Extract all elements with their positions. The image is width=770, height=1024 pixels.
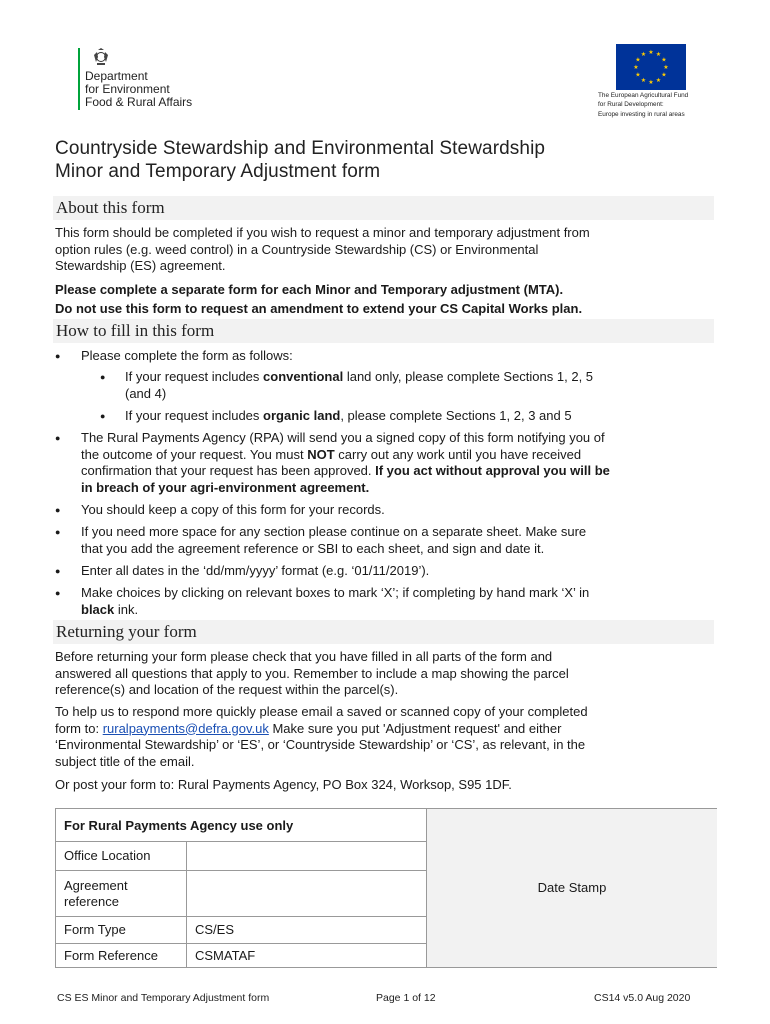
returning-p1-line-2: answered all questions that apply to you. Remember to include a map showing the parcel — [55, 665, 569, 681]
page-title — [55, 137, 715, 183]
title-line-2: Minor and Temporary Adjustment form — [55, 161, 381, 182]
rpa-notice-line-4: in breach of your agri-environment agreement. — [81, 479, 370, 495]
s1-line-2: (and 4) — [125, 385, 167, 401]
s2-pre: If your request includes — [125, 408, 264, 423]
date-stamp-area — [426, 809, 717, 967]
make-choices-line-1: Make choices by clicking on relevant boxes to mark ‘X’; if completing by hand mark ‘X’ in — [81, 585, 590, 600]
returning-p2-line-1: To help us to respond more quickly please email a saved or scanned copy of your completed — [55, 704, 588, 719]
about-intro-line-3: Stewardship (ES) agreement. — [55, 258, 226, 273]
s2-bold: organic land — [263, 408, 341, 423]
separate-form-notice: Please complete a separate form for each Minor and Temporary adjustment (MTA). — [55, 282, 564, 297]
bullet-date-format: Enter all dates in the ‘dd/mm/yyyy’ format (e.g. ‘01/11/2019’). — [81, 563, 430, 578]
email-link[interactable]: ruralpayments@defra.gov.uk — [102, 720, 269, 736]
date-stamp-label: Date Stamp — [537, 880, 607, 895]
eu-flag-icon — [616, 44, 686, 90]
form-reference-label: Form Reference — [56, 944, 187, 967]
rpa-notice-2-bold: NOT — [307, 446, 335, 462]
agreement-label-line-2: reference — [64, 893, 119, 909]
form-type-label: Form Type — [56, 917, 187, 944]
svg-text:★: ★ — [640, 51, 647, 58]
bullet-keep-copy: You should keep a copy of this form for your records. — [81, 502, 385, 517]
how-to-fill-heading: How to fill in this form — [53, 319, 714, 343]
list-item: ● If you need more space for any section please continue on a separate sheet. Make sure that you add the agreement reference or SBI to each sheet, and sign and date it. — [55, 524, 715, 557]
department-line-3: Food & Rural Affairs — [85, 95, 193, 109]
make-choices-bold: black — [81, 601, 115, 617]
s1-pre: If your request includes — [125, 369, 264, 384]
about-heading: About this form — [53, 196, 714, 220]
form-type-value: CS/ES — [187, 917, 426, 944]
returning-paragraph-2 — [55, 704, 715, 770]
footer-form-name: CS ES Minor and Temporary Adjustment form — [57, 992, 270, 1004]
returning-p2-line-4: subject title of the email. — [55, 753, 195, 769]
list-item: ● You should keep a copy of this form for your records. — [55, 502, 715, 519]
s1-post: land only, please complete Sections 1, 2, 5 — [343, 369, 594, 384]
eu-caption-line-1: The European Agricultural Fund — [598, 92, 689, 99]
returning-p2-post: Make sure you put 'Adjustment request' and either — [268, 720, 562, 736]
list-item: ● If your request includes conventional land only, please complete Sections 1, 2, 5 (and 4) — [100, 369, 710, 402]
title-line-1: Countryside Stewardship and Environmental Stewardship — [55, 138, 546, 159]
office-location-label: Office Location — [56, 842, 187, 871]
capital-works-notice: Do not use this form to request an amendment to extend your CS Capital Works plan. — [55, 301, 583, 316]
agreement-reference-value[interactable] — [187, 871, 426, 917]
bullet-complete-form: Please complete the form as follows: — [81, 348, 293, 363]
make-choices-post: ink. — [114, 601, 139, 617]
svg-text:★: ★ — [655, 51, 662, 58]
rpa-box-header: For Rural Payments Agency use only — [56, 809, 426, 842]
footer-page-number: Page 1 of 12 — [376, 992, 436, 1004]
s2-post: , please complete Sections 1, 2, 3 and 5 — [340, 408, 572, 423]
list-item: ● If your request includes organic land, please complete Sections 1, 2, 3 and 5 — [100, 408, 572, 423]
returning-p1-line-3: reference(s) and location of the request within the parcel(s). — [55, 682, 399, 697]
returning-p2-line-3: ‘Environmental Stewardship’ or ‘ES’, or ‘Countryside Stewardship’ or ‘CS’, as relevant, in the — [55, 737, 586, 752]
rpa-notice-line-1: The Rural Payments Agency (RPA) will send you a signed copy of this form notifying you of — [81, 430, 605, 445]
svg-text:★: ★ — [640, 77, 647, 84]
about-intro — [55, 225, 715, 275]
footer-version: CS14 v5.0 Aug 2020 — [594, 992, 691, 1004]
eu-logo — [598, 44, 708, 118]
form-reference-value: CSMATAF — [195, 947, 256, 963]
list-item: ● The Rural Payments Agency (RPA) will send you a signed copy of this form notifying you of the outcome of your request. You must NOT carry out any work until you have received confirmation that your request has been approved. If you act without approval you will be in breach of your agri-environment agreement. — [55, 430, 715, 496]
svg-text:★: ★ — [648, 79, 654, 86]
svg-text:★: ★ — [655, 77, 662, 84]
svg-text:★: ★ — [648, 49, 654, 56]
svg-text:★: ★ — [663, 64, 669, 71]
rpa-notice-3-pre: confirmation that your request has been approved. — [81, 463, 376, 478]
svg-text:★: ★ — [635, 71, 641, 79]
s1-bold: conventional — [263, 369, 344, 384]
rpa-office-use-box — [55, 808, 717, 968]
eu-caption-line-2: for Rural Development: — [598, 101, 664, 109]
svg-text:★: ★ — [635, 56, 641, 64]
list-item: ● Please complete the form as follows: — [55, 348, 715, 365]
about-intro-line-1: This form should be completed if you wish to request a minor and temporary adjustment from — [55, 225, 590, 240]
returning-paragraph-1 — [55, 649, 715, 699]
agreement-reference-label — [56, 871, 187, 917]
about-intro-line-2: option rules (e.g. weed control) in a Countryside Stewardship (CS) or Environmental — [55, 241, 539, 257]
agreement-label-line-1: Agreement — [64, 877, 128, 893]
office-location-value[interactable] — [187, 842, 426, 871]
defra-green-bar — [78, 48, 80, 110]
returning-p2-pre: form to: — [55, 720, 103, 736]
svg-text:★: ★ — [633, 64, 639, 71]
returning-heading: Returning your form — [53, 620, 714, 644]
more-space-line-1: If you need more space for any section please continue on a separate sheet. Make sure — [81, 524, 587, 539]
eu-caption-line-3: Europe investing in rural areas — [598, 110, 685, 118]
svg-text:★: ★ — [661, 71, 667, 79]
more-space-line-2: that you add the agreement reference or SBI to each sheet, and sign and date it. — [81, 540, 545, 556]
rpa-notice-3-bold: If you act without approval you will be — [375, 463, 610, 478]
department-line-2: for Environment — [85, 82, 170, 96]
list-item: ● Make choices by clicking on relevant boxes to mark ‘X’; if completing by hand mark ‘X’ in black ink. — [55, 585, 715, 618]
postal-address: Or post your form to: Rural Payments Agency, PO Box 324, Worksop, S95 1DF. — [55, 777, 512, 792]
svg-text:★: ★ — [661, 56, 667, 64]
defra-logo — [78, 48, 192, 112]
royal-crest-icon — [91, 48, 111, 66]
department-line-1: Department — [85, 69, 148, 83]
rpa-notice-2-post: carry out any work until you have received — [334, 446, 582, 462]
rpa-notice-2-pre: the outcome of your request. You must — [81, 446, 308, 462]
returning-p1-line-1: Before returning your form please check that you have filled in all parts of the form and — [55, 649, 553, 664]
list-item: ● Enter all dates in the ‘dd/mm/yyyy’ format (e.g. ‘01/11/2019’). — [55, 563, 715, 580]
